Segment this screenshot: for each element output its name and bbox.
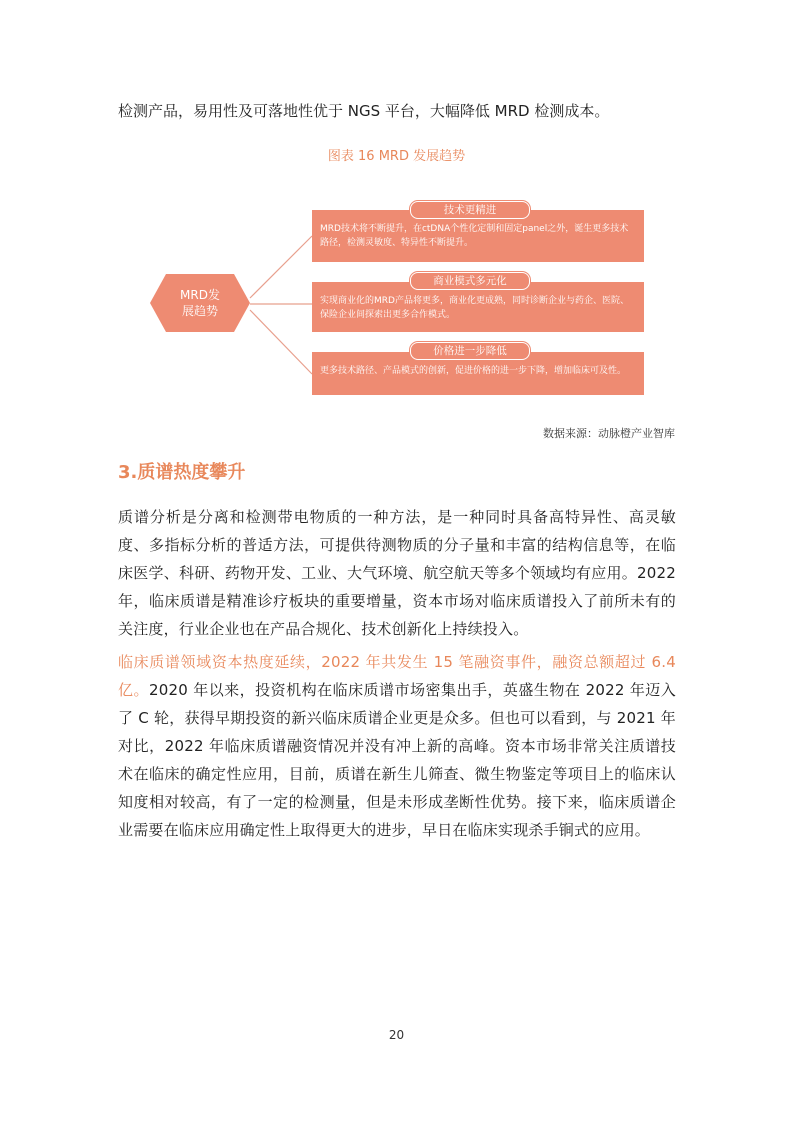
paragraph-2-body: 2020 年以来，投资机构在临床质谱市场密集出手，英盛生物在 2022 年迈入了 C 轮，获得早期投资的新兴临床质谱企业更是众多。但也可以看到，与 2021 年对比，2022 年临床质谱融资情况并没有冲上新的高峰。资本市场非常关注质谱技术在临床的确定性应用，目前，质谱在新生儿筛查、微生物鉴定等项目上的临床认知度相对较高，有了一定的检测量，但是未形成垄断性优势。接下来，临床质谱企业需要在临床应用确定性上取得更大的进步，早日在临床实现杀手锏式的应用。	[118, 681, 676, 839]
mrd-trend-diagram	[150, 196, 650, 406]
branch-text-2: 实现商业化的MRD产品将更多，商业化更成熟，同时诊断企业与药企、医院、保险企业间探索出更多合作模式。	[320, 296, 629, 320]
branch-text-1: MRD技术将不断提升，在ctDNA个性化定制和固定panel之外，诞生更多技术路径，检测灵敏度、特异性不断提升。	[320, 224, 629, 248]
section-title: 3.质谱热度攀升	[118, 462, 246, 483]
page-number: 20	[388, 1028, 405, 1042]
intro-line: 检测产品，易用性及可落地性优于 NGS 平台，大幅降低 MRD 检测成本。	[118, 102, 610, 120]
center-label: MRD发展趋势	[180, 288, 220, 318]
branch-tag-2: 商业模式多元化	[410, 272, 530, 290]
paragraph-1: 质谱分析是分离和检测带电物质的一种方法，是一种同时具备高特异性、高灵敏度、多指标分析的普适方法，可提供待测物质的分子量和丰富的结构信息等，在临床医学、科研、药物开发、工业、大气环境、航空航天等多个领域均有应用。2022 年，临床质谱是精准诊疗板块的重要增量，资本市场对临床质谱投入了前所未有的关注度，行业企业也在产品合规化、技术创新化上持续投入。	[118, 508, 676, 638]
figure-source: 数据来源：动脉橙产业智库	[543, 427, 675, 440]
figure-title: 图表 16 MRD 发展趋势	[327, 149, 466, 164]
branch-tag-3: 价格进一步降低	[410, 342, 530, 360]
paragraph-2	[118, 648, 676, 844]
branch-tag-1: 技术更精进	[410, 201, 530, 219]
paragraph-2-highlight: 临床质谱领域资本热度延续，2022 年共发生 15 笔融资事件，融资总额超过 6.4 亿。	[118, 653, 676, 699]
branch-text-3: 更多技术路径、产品模式的创新，促进价格的进一步下降，增加临床可及性。	[320, 366, 627, 376]
